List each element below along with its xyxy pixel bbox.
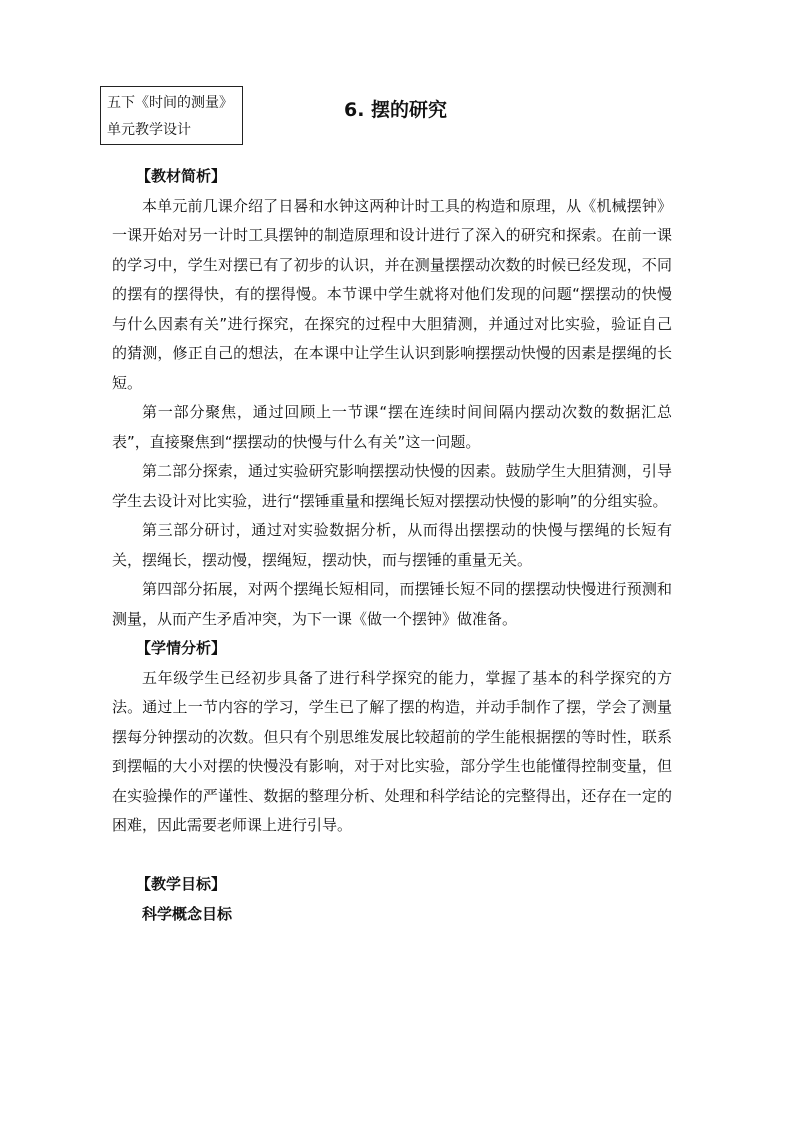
student-analysis-paragraph: 五年级学生已经初步具备了进行科学探究的能力，掌握了基本的科学探究的方法。通过上一节内容的学习，学生已了解了摆的构造，并动手制作了摆，学会了测量摆每分钟摆动的次数。但只有个别思维发展比较超前的学生能根据摆的等时性，联系到摆幅的大小对摆的快慢没有影响，对于对比实验，部分学生也能懂得控制变量，但在实验操作的严谨性、数据的整理分析、处理和科学结论的完整得出，还存在一定的困难，因此需要老师课上进行引导。 xyxy=(112,668,672,834)
textbook-analysis-paragraph-4: 第三部分研讨，通过对实验数据分析，从而得出摆摆动的快慢与摆绳的长短有关，摆绳长，摆动慢，摆绳短，摆动快，而与摆锤的重量无关。 xyxy=(112,521,672,569)
unit-label-box xyxy=(100,86,243,145)
unit-label-line2: 单元教学设计 xyxy=(107,122,191,138)
textbook-analysis-paragraph-3: 第二部分探索，通过实验研究影响摆摆动快慢的因素。鼓励学生大胆猜测，引导学生去设计对比实验，进行“摆锤重量和摆绳长短对摆摆动快慢的影响”的分组实验。 xyxy=(112,462,672,510)
textbook-analysis-paragraph-1: 本单元前几课介绍了日晷和水钟这两种计时工具的构造和原理，从《机械摆钟》一课开始对另一计时工具摆钟的制造原理和设计进行了深入的研究和探索。在前一课的学习中，学生对摆已有了初步的认识，并在测量摆摆动次数的时候已经发现，不同的摆有的摆得快，有的摆得慢。本节课中学生就将对他们发现的问题“摆摆动的快慢与什么因素有关”进行探究，在探究的过程中大胆猜测，并通过对比实验，验证自己的猜测，修正自己的想法，在本课中让学生认识到影响摆摆动快慢的因素是摆绳的长短。 xyxy=(112,196,672,392)
teaching-goals-heading: 【教学目标】 xyxy=(136,875,227,893)
textbook-analysis-paragraph-2: 第一部分聚焦，通过回顾上一节课“摆在连续时间间隔内摆动次数的数据汇总表”，直接聚焦到“摆摆动的快慢与什么有关”这一问题。 xyxy=(112,403,672,451)
unit-label-line1: 五下《时间的测量》 xyxy=(107,95,233,111)
document-body xyxy=(112,162,672,929)
student-analysis-heading: 【学情分析】 xyxy=(136,639,227,657)
blank-line xyxy=(112,841,672,871)
textbook-analysis-paragraph-5: 第四部分拓展，对两个摆绳长短相同，而摆锤长短不同的摆摆动快慢进行预测和测量，从而产生矛盾冲突，为下一课《做一个摆钟》做准备。 xyxy=(112,580,672,628)
science-concept-goal-subheading: 科学概念目标 xyxy=(142,904,233,923)
lesson-title: 6. 摆的研究 xyxy=(344,99,448,121)
textbook-analysis-heading: 【教材简析】 xyxy=(136,167,227,185)
